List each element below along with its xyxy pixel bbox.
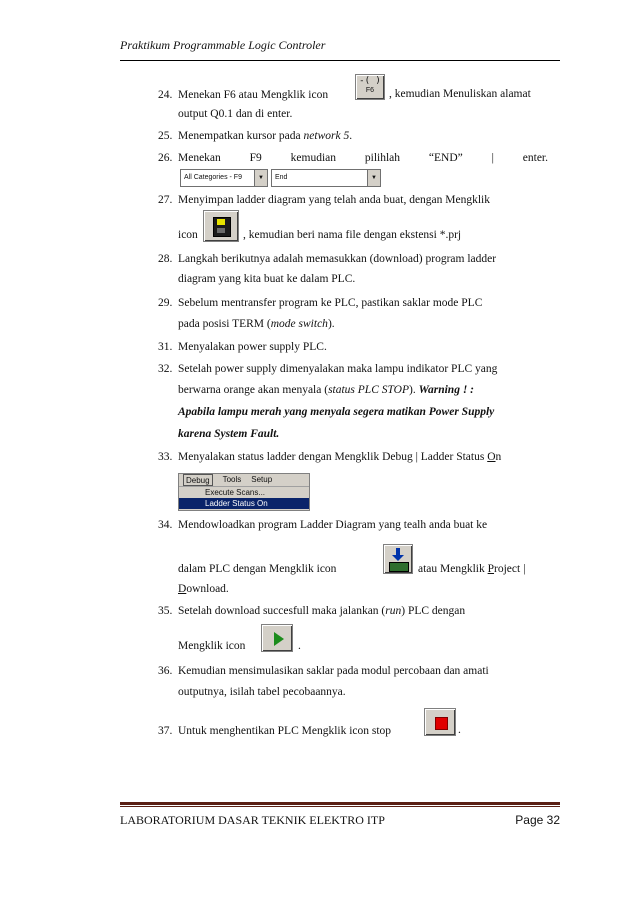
page-number: Page 32 xyxy=(515,813,560,827)
running-header: Praktikum Programmable Logic Controler xyxy=(120,38,326,52)
step-32-warning-2: karena System Fault. xyxy=(178,428,280,440)
step-31: 31. Menyalakan power supply PLC. xyxy=(158,341,327,353)
step-24: 24. Menekan F6 atau Mengklik icon xyxy=(158,89,329,101)
step-27-cont: , kemudian beri nama file dengan ekstensi *.prj xyxy=(243,229,462,241)
output-coil-icon[interactable]: -( ) F6 xyxy=(355,74,385,100)
step-28-line2: diagram yang kita buat ke dalam PLC. xyxy=(178,273,356,285)
step-32: 32. Setelah power supply dimenyalakan maka lampu indikator PLC yang xyxy=(158,363,498,375)
menu-setup[interactable]: Setup xyxy=(251,475,273,484)
category-combo[interactable]: All Categories - F9 ▼ xyxy=(180,169,268,187)
save-project-icon[interactable] xyxy=(203,210,239,242)
step-24-line2: output Q0.1 dan di enter. xyxy=(178,108,293,120)
menu-bar xyxy=(179,474,309,487)
step-27: 27. Menyimpan ladder diagram yang telah anda buat, dengan Mengklik xyxy=(158,194,490,206)
step-32-warning: Apabila lampu merah yang menyala segera matikan Power Supply xyxy=(178,406,495,418)
menu-debug[interactable]: Debug xyxy=(183,474,213,486)
step-33: 33. Menyalakan status ladder dengan Mengklik Debug | Ladder Status On xyxy=(158,451,502,463)
step-34-line3: Download. xyxy=(178,583,229,595)
menu-tools[interactable]: Tools xyxy=(222,475,242,484)
run-icon[interactable] xyxy=(261,624,293,652)
step-25: 25. Menempatkan kursor pada network 5. xyxy=(158,130,353,142)
instruction-combo[interactable]: End ▼ xyxy=(271,169,381,187)
step-36: 36. Kemudian mensimulasikan saklar pada modul percobaan dan amati xyxy=(158,665,489,677)
menu-ladder-status-on[interactable]: Ladder Status On xyxy=(179,498,309,509)
step-35-end: . xyxy=(298,640,301,652)
step-26: 26. Menekan F9 kemudian pilihlah “END” | enter. xyxy=(158,152,548,164)
step-29: 29. Sebelum mentransfer program ke PLC, pastikan saklar mode PLC xyxy=(158,297,483,309)
menu-execute-scans[interactable]: Execute Scans... xyxy=(205,488,266,497)
step-34-cont: atau Mengklik Project | xyxy=(418,563,526,575)
stop-icon[interactable] xyxy=(424,708,456,736)
step-37: 37. Untuk menghentikan PLC Mengklik icon stop xyxy=(158,725,392,737)
header-rule xyxy=(120,60,560,61)
step-36-line2: outputnya, isilah tabel pecobaannya. xyxy=(178,686,346,698)
step-34-line2: dalam PLC dengan Mengklik icon xyxy=(178,563,337,575)
step-32-line2: berwarna orange akan menyala (status PLC STOP). Warning ! : xyxy=(178,384,474,396)
step-24-cont: , kemudian Menuliskan alamat xyxy=(389,88,531,100)
footer-rule-thin xyxy=(120,806,560,807)
download-icon[interactable] xyxy=(383,544,413,574)
step-35: 35. Setelah download succesfull maka jalankan (run) PLC dengan xyxy=(158,605,466,617)
debug-menu-screenshot xyxy=(178,473,310,511)
footer-lab: LABORATORIUM DASAR TEKNIK ELEKTRO ITP xyxy=(120,813,385,827)
step-27-icon-word: icon xyxy=(178,229,198,241)
step-35-line2: Mengklik icon xyxy=(178,640,246,652)
step-34: 34. Mendowloadkan program Ladder Diagram yang tealh anda buat ke xyxy=(158,519,488,531)
step-28: 28. Langkah berikutnya adalah memasukkan (download) program ladder xyxy=(158,253,497,265)
chevron-down-icon[interactable]: ▼ xyxy=(367,170,380,186)
chevron-down-icon[interactable]: ▼ xyxy=(254,170,267,186)
step-29-line2: pada posisi TERM (mode switch). xyxy=(178,318,335,330)
footer-rule xyxy=(120,802,560,805)
step-37-end: . xyxy=(458,724,461,736)
